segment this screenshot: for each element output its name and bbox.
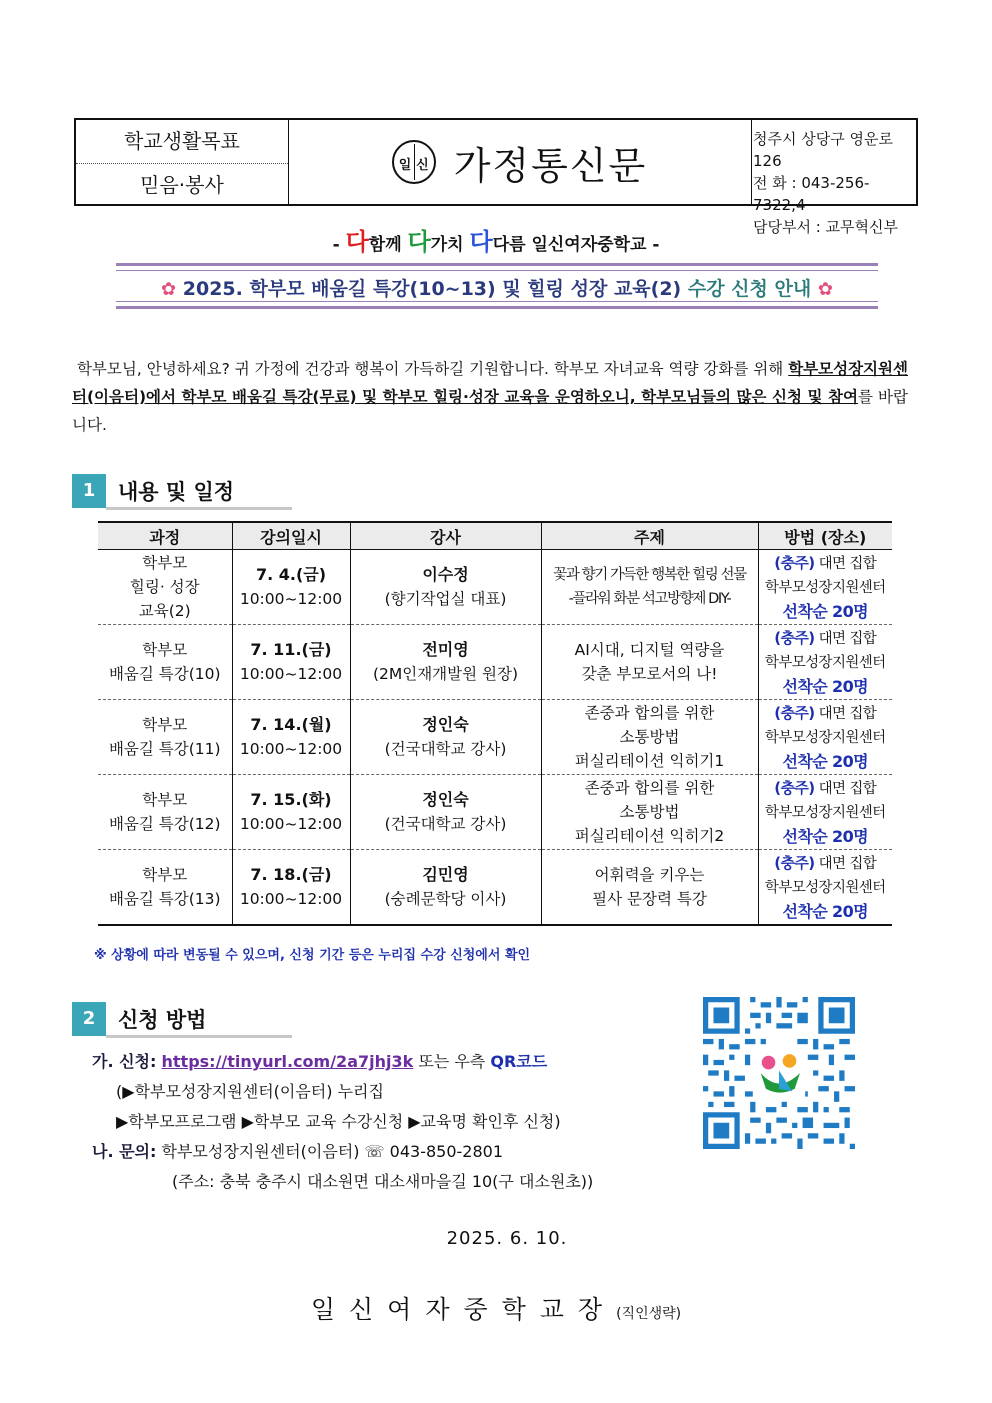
instructor-cell: [350, 775, 541, 850]
instructor-org: (건국대학교 강사): [384, 815, 507, 833]
course-cell: [98, 850, 232, 926]
lecture-date: 7. 14.(월): [250, 715, 332, 734]
school-dept: 담당부서 : 교무혁신부: [753, 218, 899, 236]
topic-line: 어휘력을 키우는: [594, 866, 705, 884]
section-heading-apply: [72, 1002, 272, 1036]
topic-line: 필사 문장력 특강: [592, 890, 707, 908]
date-cell: [232, 625, 350, 700]
instructor-org: (향기작업실 대표): [384, 590, 507, 608]
instructor-org: (숭례문학당 이사): [384, 890, 507, 908]
topic-line: 존중과 합의를 위한: [584, 779, 715, 797]
school-goal-label: 학교생활목표: [76, 120, 288, 164]
course-line: 배움길 특강(10): [108, 665, 221, 683]
motto-suffix: -: [652, 235, 660, 255]
topic-line: 꽃과 향기 가득한 행복한 힐링 선물: [553, 567, 746, 583]
apply-instructions: [92, 1047, 593, 1197]
header-instructor: 강사: [350, 522, 541, 550]
method-cell: [758, 700, 892, 775]
motto-prefix: -: [332, 235, 346, 255]
title-box: [288, 120, 752, 204]
date-cell: [232, 550, 350, 625]
instructor-name: 정인숙: [422, 790, 469, 809]
school-goal-value: 믿음·봉사: [140, 173, 224, 197]
method-mode: 대면 집합: [814, 855, 877, 872]
method-mode: 대면 집합: [814, 630, 877, 647]
banner-sub: 수강 신청 안내: [687, 278, 812, 300]
method-cell: [758, 625, 892, 700]
method-cell: [758, 775, 892, 850]
school-motto: [0, 222, 992, 257]
qr-code-icon[interactable]: [702, 997, 856, 1149]
date-cell: [232, 700, 350, 775]
instructor-cell: [350, 850, 541, 926]
motto-char-1: 다: [345, 228, 369, 256]
topic-cell: [541, 775, 758, 850]
course-line: 배움길 특강(11): [108, 740, 221, 758]
topic-cell: [541, 850, 758, 926]
header-course: 과정: [98, 522, 232, 550]
method-region: (충주): [774, 778, 815, 797]
instructor-name: 정인숙: [422, 715, 469, 734]
intro-text-1: 학부모님, 안녕하세요? 귀 가정에 건강과 행복이 가득하길 기원합니다. 학부모 자녀교육 역량 강화를 위해: [76, 360, 789, 378]
topic-cell: [541, 625, 758, 700]
schedule-note: ※ 상황에 따라 변동될 수 있으며, 신청 기간 등은 누리집 수강 신청에서 확인: [94, 948, 531, 963]
method-mode: 대면 집합: [814, 705, 877, 722]
method-cell: [758, 850, 892, 926]
flower-icon: ✿: [817, 279, 833, 300]
topic-line: 소통방법: [619, 728, 680, 746]
lecture-time: 10:00~12:00: [239, 815, 343, 833]
method-region: (충주): [774, 628, 815, 647]
header-datetime: 강의일시: [232, 522, 350, 550]
seal-omitted: (직인생략): [616, 1306, 682, 1322]
topic-line: 존중과 합의를 위한: [584, 704, 715, 722]
course-cell: [98, 625, 232, 700]
apply-link[interactable]: https://tinyurl.com/2a7jhj3k: [161, 1052, 414, 1071]
method-place: 학부모성장지원센터: [764, 804, 886, 821]
motto-char-2: 다: [407, 228, 431, 256]
topic-line: 퍼실리테이션 익히기2: [574, 827, 725, 845]
instructor-name: 김민영: [422, 865, 469, 884]
principal-title: 일신여자중학교장: [310, 1295, 617, 1324]
table-row: [98, 625, 892, 700]
table-row: [98, 700, 892, 775]
date-cell: [232, 850, 350, 926]
schedule-table: [98, 521, 892, 926]
method-place: 학부모성장지원센터: [764, 729, 886, 746]
motto-word-2: 가치: [430, 235, 470, 255]
course-line: 학부모: [142, 716, 188, 734]
section-underline: [106, 1035, 292, 1038]
topic-line: 소통방법: [619, 803, 680, 821]
topic-line: 퍼실리테이션 익히기1: [574, 752, 725, 770]
section-label: 내용 및 일정: [118, 480, 235, 504]
table-row: [98, 775, 892, 850]
method-place: 학부모성장지원센터: [764, 654, 886, 671]
contact-info: 학부모성장지원센터(이음터) ☏ 043-850-2801: [161, 1142, 503, 1161]
instructor-name: 전미영: [422, 640, 469, 659]
topic-cell: [541, 700, 758, 775]
course-cell: [98, 775, 232, 850]
course-cell: [98, 700, 232, 775]
intro-text-2: 를 바랍니다.: [72, 388, 908, 434]
school-goal-box: [76, 120, 289, 204]
course-line: 학부모: [142, 866, 188, 884]
course-line: 학부모: [142, 554, 188, 572]
banner-main: 2025. 학부모 배움길 특강(10~13) 및 힐링 성장 교육(2): [182, 278, 682, 300]
title-banner: [116, 263, 878, 309]
instructor-org: (2M인재개발원 원장): [372, 665, 519, 683]
method-place: 학부모성장지원센터: [764, 579, 886, 596]
contact-address: (주소: 충북 충주시 대소원면 대소새마을길 10(구 대소원초)): [172, 1172, 594, 1191]
apply-step-1: (▶학부모성장지원센터(이음터) 누리집: [116, 1082, 384, 1101]
table-header-row: [98, 522, 892, 550]
method-region: (충주): [774, 703, 815, 722]
contact-key: 나. 문의:: [92, 1142, 157, 1161]
instructor-name: 이수정: [422, 565, 469, 584]
course-line: 학부모: [142, 791, 188, 809]
letter-header: [74, 118, 918, 236]
lecture-date: 7. 15.(화): [250, 790, 332, 809]
instructor-org: (건국대학교 강사): [384, 740, 507, 758]
motto-word-3: 다름 일신여자중학교: [492, 235, 653, 255]
course-line: 배움길 특강(13): [108, 890, 221, 908]
date-cell: [232, 775, 350, 850]
principal-signature: [0, 1290, 992, 1326]
method-note: 선착순 20명: [782, 901, 868, 921]
course-line: 교육(2): [138, 602, 191, 620]
lecture-time: 10:00~12:00: [239, 590, 343, 608]
motto-word-1: 함께: [368, 235, 408, 255]
header-method: 방법 (장소): [758, 522, 892, 550]
issue-date: 2025. 6. 10.: [446, 1228, 568, 1249]
seal-char-right: 신: [416, 158, 429, 173]
method-note: 선착순 20명: [782, 751, 868, 771]
intro-paragraph: [72, 355, 908, 439]
topic-line: AI시대, 디지털 역량을: [574, 641, 725, 659]
lecture-date: 7. 18.(금): [250, 865, 332, 884]
method-note: 선착순 20명: [782, 826, 868, 846]
lecture-time: 10:00~12:00: [239, 740, 343, 758]
method-note: 선착순 20명: [782, 676, 868, 696]
method-region: (충주): [774, 853, 815, 872]
course-line: 학부모: [142, 641, 188, 659]
course-cell: [98, 550, 232, 625]
course-line: 배움길 특강(12): [108, 815, 221, 833]
topic-line: -플라워 화분 석고방향제 DIY-: [568, 591, 731, 607]
instructor-cell: [350, 700, 541, 775]
method-mode: 대면 집합: [814, 555, 877, 572]
instructor-cell: [350, 550, 541, 625]
section-heading-schedule: [72, 474, 272, 508]
method-place: 학부모성장지원센터: [764, 879, 886, 896]
lecture-date: 7. 11.(금): [250, 640, 332, 659]
method-note: 선착순 20명: [782, 601, 868, 621]
lecture-time: 10:00~12:00: [239, 890, 343, 908]
topic-line: 갖춘 부모로서의 나!: [581, 665, 718, 683]
course-line: 힐링· 성장: [129, 578, 200, 596]
method-mode: 대면 집합: [814, 780, 877, 797]
section-underline: [106, 507, 292, 510]
table-row: [98, 550, 892, 625]
instructor-cell: [350, 625, 541, 700]
school-seal-icon: [392, 140, 436, 184]
method-cell: [758, 550, 892, 625]
table-row: [98, 850, 892, 926]
page-title: 가정통신문: [453, 143, 648, 188]
section-label: 신청 방법: [118, 1008, 207, 1032]
school-address: 청주시 상당구 영운로 126: [753, 130, 893, 170]
header-topic: 주제: [541, 522, 758, 550]
apply-key: 가. 신청:: [92, 1052, 157, 1071]
flower-icon: ✿: [161, 279, 177, 300]
intro-emphasis: 학부모성장지원센터(이음터)에서 학부모 배움길 특강(무료) 및 학부모 힐링·성장 교육을 운영하오니, 학부모님들의 많은 신청 및 참여: [72, 360, 908, 406]
method-region: (충주): [774, 553, 815, 572]
apply-qr-label: QR코드: [490, 1052, 548, 1071]
lecture-time: 10:00~12:00: [239, 665, 343, 683]
section-number: 1: [72, 474, 106, 508]
lecture-date: 7. 4.(금): [255, 565, 327, 584]
apply-or: 또는 우측: [413, 1052, 491, 1071]
apply-step-2: ▶학부모프로그램 ▶학부모 교육 수강신청 ▶교육명 확인후 신청): [116, 1112, 561, 1131]
section-number: 2: [72, 1002, 106, 1036]
seal-char-left: 일: [398, 158, 412, 173]
school-phone: 전 화 : 043-256-7322,4: [753, 174, 870, 214]
topic-cell: [541, 550, 758, 625]
motto-char-3: 다: [469, 228, 493, 256]
